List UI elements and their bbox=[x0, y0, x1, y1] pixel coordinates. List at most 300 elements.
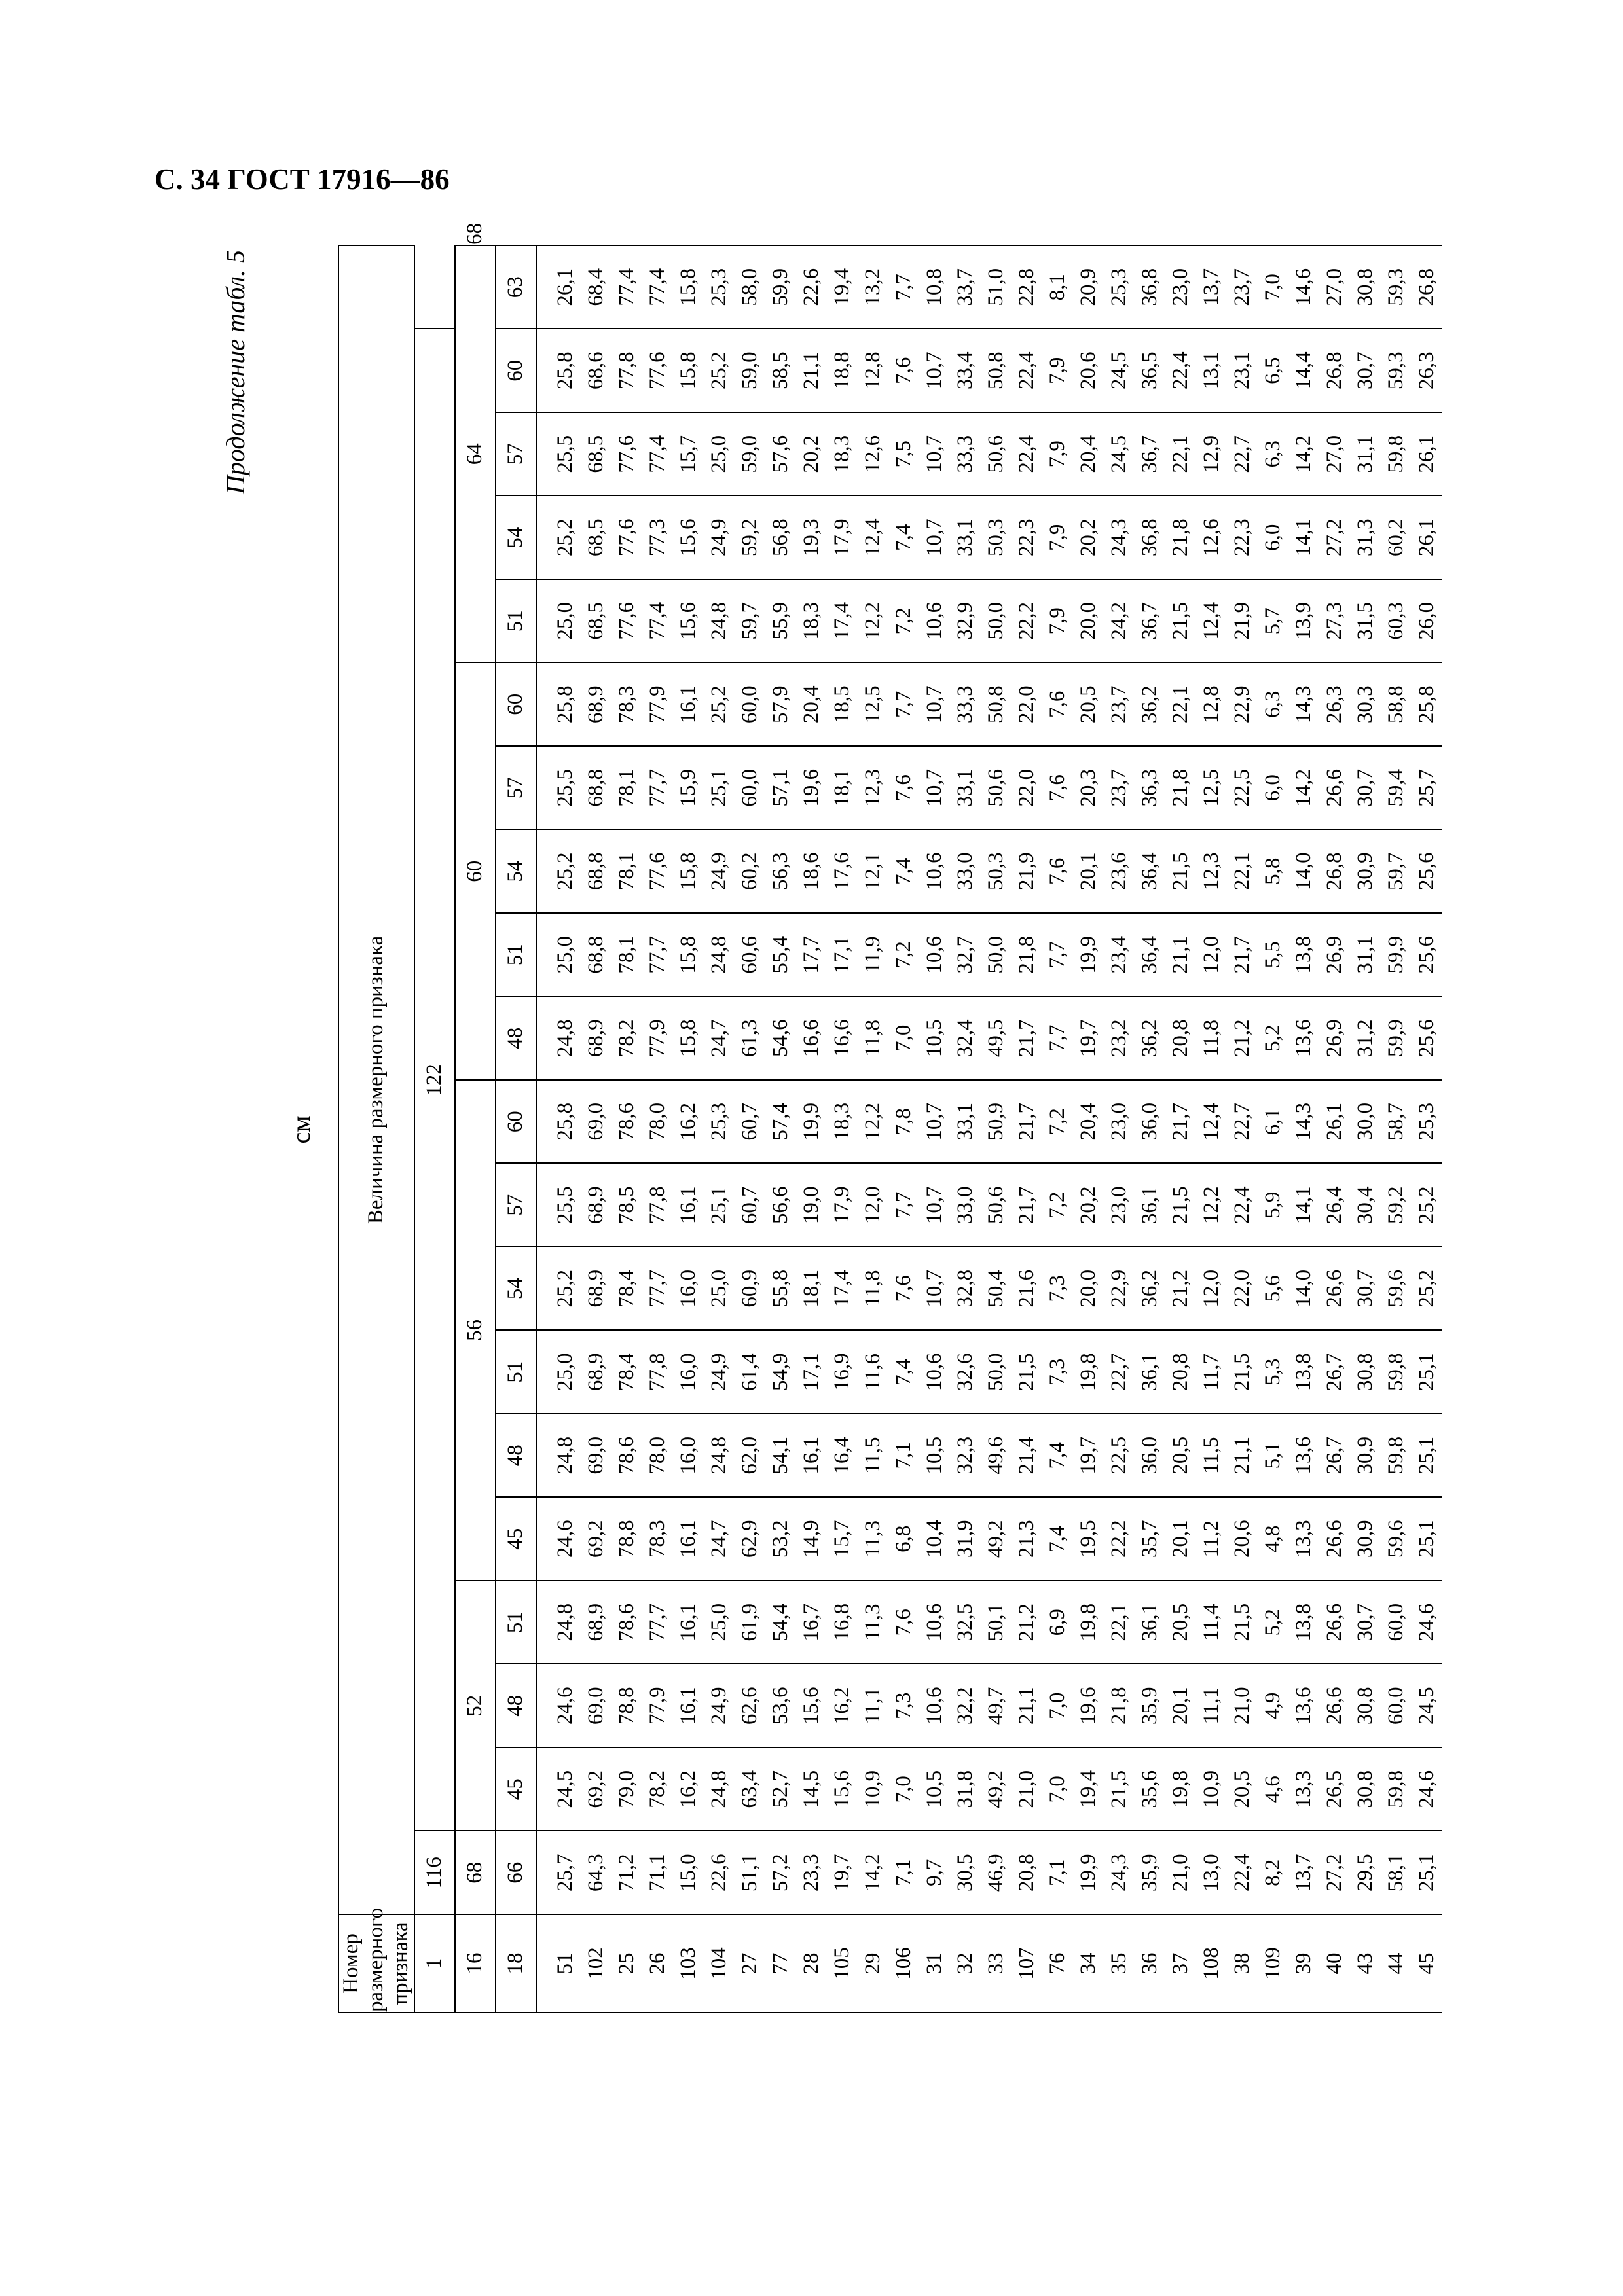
header-row-chest: 16 68 52 56 60 64 68 bbox=[455, 245, 496, 2013]
value-cell: 15,8 bbox=[673, 245, 704, 329]
value-cell: 24,3 bbox=[1104, 1831, 1135, 1915]
value-cell: 32,5 bbox=[950, 1581, 981, 1664]
header-waist-cell: 48 bbox=[496, 1664, 536, 1748]
value-cell: 5,2 bbox=[1258, 997, 1288, 1081]
table-row bbox=[1227, 245, 1258, 2013]
value-cell: 7,0 bbox=[888, 1748, 919, 1831]
value-cell: 77,9 bbox=[642, 997, 673, 1081]
value-cell: 21,7 bbox=[1012, 997, 1042, 1081]
value-cell: 23,4 bbox=[1104, 913, 1135, 997]
value-cell: 13,8 bbox=[1288, 913, 1319, 997]
value-cell: 4,6 bbox=[1258, 1748, 1288, 1831]
value-cell: 24,8 bbox=[536, 1581, 581, 1664]
value-cell: 12,4 bbox=[1196, 579, 1227, 663]
value-cell: 10,7 bbox=[919, 746, 950, 830]
value-cell: 21,5 bbox=[1227, 1581, 1258, 1664]
value-cell: 12,3 bbox=[858, 746, 888, 830]
value-cell: 22,0 bbox=[1012, 746, 1042, 830]
value-cell: 25,2 bbox=[704, 329, 735, 413]
value-cell: 24,7 bbox=[704, 1498, 735, 1581]
value-cell: 36,8 bbox=[1135, 496, 1165, 580]
value-cell: 25,7 bbox=[1412, 746, 1442, 830]
value-cell: 60,9 bbox=[735, 1247, 765, 1331]
value-cell: 33,0 bbox=[950, 830, 981, 914]
value-cell: 36,0 bbox=[1135, 1080, 1165, 1164]
value-cell: 26,4 bbox=[1319, 1164, 1350, 1247]
value-cell: 12,5 bbox=[1196, 746, 1227, 830]
value-cell: 10,7 bbox=[919, 1080, 950, 1164]
value-cell: 20,2 bbox=[1073, 1164, 1104, 1247]
value-cell: 21,5 bbox=[1165, 1164, 1196, 1247]
value-cell: 49,2 bbox=[981, 1498, 1012, 1581]
value-cell: 77,4 bbox=[642, 579, 673, 663]
value-cell: 50,3 bbox=[981, 830, 1012, 914]
value-cell: 7,2 bbox=[1042, 1080, 1073, 1164]
value-cell: 36,5 bbox=[1135, 329, 1165, 413]
value-cell: 7,6 bbox=[888, 1581, 919, 1664]
value-cell: 22,7 bbox=[1227, 412, 1258, 496]
value-cell: 68,8 bbox=[581, 913, 611, 997]
value-cell: 22,4 bbox=[1227, 1164, 1258, 1247]
value-cell: 68,8 bbox=[581, 746, 611, 830]
value-cell: 18,5 bbox=[827, 663, 858, 747]
value-cell: 31,1 bbox=[1350, 412, 1381, 496]
value-cell: 61,3 bbox=[735, 997, 765, 1081]
value-cell: 20,5 bbox=[1227, 1748, 1258, 1831]
value-cell: 78,3 bbox=[611, 663, 642, 747]
value-cell: 7,7 bbox=[1042, 913, 1073, 997]
value-cell: 12,0 bbox=[858, 1164, 888, 1247]
value-cell: 15,8 bbox=[673, 997, 704, 1081]
table-row bbox=[950, 245, 981, 2013]
value-cell: 25,1 bbox=[1412, 1414, 1442, 1498]
table-row bbox=[581, 245, 611, 2013]
value-cell: 51,0 bbox=[981, 245, 1012, 329]
table-row bbox=[1042, 245, 1073, 2013]
value-cell: 25,0 bbox=[704, 1581, 735, 1664]
value-cell: 11,5 bbox=[858, 1414, 888, 1498]
value-cell: 11,1 bbox=[1196, 1664, 1227, 1748]
value-cell: 19,3 bbox=[796, 496, 827, 580]
value-cell: 60,7 bbox=[735, 1080, 765, 1164]
value-cell: 16,8 bbox=[827, 1581, 858, 1664]
value-cell: 13,6 bbox=[1288, 1664, 1319, 1748]
value-cell: 21,8 bbox=[1104, 1664, 1135, 1748]
value-cell: 68,9 bbox=[581, 997, 611, 1081]
value-cell: 25,1 bbox=[1412, 1331, 1442, 1414]
value-cell: 30,8 bbox=[1350, 1331, 1381, 1414]
value-cell: 63,4 bbox=[735, 1748, 765, 1831]
value-cell: 17,7 bbox=[796, 913, 827, 997]
value-cell: 7,2 bbox=[888, 579, 919, 663]
value-cell: 24,5 bbox=[1104, 412, 1135, 496]
value-cell: 11,5 bbox=[1196, 1414, 1227, 1498]
value-cell: 23,3 bbox=[796, 1831, 827, 1915]
value-cell: 50,6 bbox=[981, 746, 1012, 830]
feature-number-cell: 37 bbox=[1165, 1914, 1196, 2013]
header-waist-cell: 51 bbox=[496, 1581, 536, 1664]
value-cell: 77,7 bbox=[642, 1247, 673, 1331]
value-cell: 62,0 bbox=[735, 1414, 765, 1498]
value-cell: 7,3 bbox=[1042, 1331, 1073, 1414]
value-cell: 78,5 bbox=[611, 1164, 642, 1247]
table-row bbox=[1412, 245, 1442, 2013]
value-cell: 21,7 bbox=[1165, 1080, 1196, 1164]
table-row bbox=[611, 245, 642, 2013]
feature-number-cell: 76 bbox=[1042, 1914, 1073, 2013]
value-cell: 23,2 bbox=[1104, 997, 1135, 1081]
value-cell: 22,0 bbox=[1227, 1247, 1258, 1331]
value-cell: 13,7 bbox=[1288, 1831, 1319, 1915]
value-cell: 24,8 bbox=[704, 579, 735, 663]
feature-number-cell: 27 bbox=[735, 1914, 765, 2013]
value-cell: 24,9 bbox=[704, 1664, 735, 1748]
value-cell: 60,0 bbox=[735, 746, 765, 830]
header-title-row bbox=[338, 245, 414, 2013]
value-cell: 12,1 bbox=[858, 830, 888, 914]
value-cell: 7,3 bbox=[888, 1664, 919, 1748]
value-cell: 27,2 bbox=[1319, 1831, 1350, 1915]
value-cell: 30,8 bbox=[1350, 1664, 1381, 1748]
value-cell: 7,9 bbox=[1042, 412, 1073, 496]
value-cell: 36,2 bbox=[1135, 997, 1165, 1081]
table-row bbox=[1319, 245, 1350, 2013]
value-cell: 36,0 bbox=[1135, 1414, 1165, 1498]
feature-number-cell: 39 bbox=[1288, 1914, 1319, 2013]
value-cell: 12,5 bbox=[858, 663, 888, 747]
value-cell: 50,0 bbox=[981, 1331, 1012, 1414]
value-cell: 25,1 bbox=[1412, 1498, 1442, 1581]
table-row bbox=[1196, 245, 1227, 2013]
value-cell: 17,6 bbox=[827, 830, 858, 914]
value-cell: 25,3 bbox=[704, 245, 735, 329]
value-cell: 22,2 bbox=[1104, 1498, 1135, 1581]
value-cell: 16,4 bbox=[827, 1414, 858, 1498]
value-cell: 21,5 bbox=[1165, 579, 1196, 663]
table-body bbox=[536, 245, 1442, 2013]
value-cell: 10,7 bbox=[919, 329, 950, 413]
value-cell: 58,7 bbox=[1381, 1080, 1412, 1164]
value-cell: 10,7 bbox=[919, 1164, 950, 1247]
value-cell: 55,8 bbox=[765, 1247, 796, 1331]
value-cell: 16,2 bbox=[673, 1748, 704, 1831]
value-cell: 49,2 bbox=[981, 1748, 1012, 1831]
value-cell: 13,8 bbox=[1288, 1581, 1319, 1664]
feature-number-cell: 102 bbox=[581, 1914, 611, 2013]
value-cell: 10,7 bbox=[919, 496, 950, 580]
header-row-height bbox=[414, 245, 455, 2013]
value-cell: 25,8 bbox=[536, 1080, 581, 1164]
value-cell: 11,3 bbox=[858, 1498, 888, 1581]
value-cell: 25,0 bbox=[704, 1247, 735, 1331]
value-cell: 69,0 bbox=[581, 1080, 611, 1164]
value-cell: 78,6 bbox=[611, 1080, 642, 1164]
value-cell: 18,3 bbox=[827, 1080, 858, 1164]
value-cell: 32,6 bbox=[950, 1331, 981, 1414]
value-cell: 68,5 bbox=[581, 496, 611, 580]
value-cell: 15,6 bbox=[796, 1664, 827, 1748]
value-cell: 7,1 bbox=[888, 1831, 919, 1915]
value-cell: 24,9 bbox=[704, 830, 735, 914]
value-cell: 78,8 bbox=[611, 1664, 642, 1748]
table-row bbox=[765, 245, 796, 2013]
value-cell: 22,4 bbox=[1227, 1831, 1258, 1915]
value-cell: 78,3 bbox=[642, 1498, 673, 1581]
value-cell: 62,6 bbox=[735, 1664, 765, 1748]
value-cell: 68,9 bbox=[581, 1581, 611, 1664]
value-cell: 11,6 bbox=[858, 1331, 888, 1414]
value-cell: 22,3 bbox=[1012, 496, 1042, 580]
value-cell: 77,4 bbox=[611, 245, 642, 329]
value-cell: 12,0 bbox=[1196, 913, 1227, 997]
value-cell: 22,7 bbox=[1104, 1331, 1135, 1414]
value-cell: 21,7 bbox=[1012, 1080, 1042, 1164]
value-cell: 26,9 bbox=[1319, 997, 1350, 1081]
value-cell: 26,0 bbox=[1412, 579, 1442, 663]
value-cell: 20,4 bbox=[1073, 412, 1104, 496]
header-waist-cell: 57 bbox=[496, 412, 536, 496]
value-cell: 20,8 bbox=[1165, 997, 1196, 1081]
value-cell: 53,6 bbox=[765, 1664, 796, 1748]
value-cell: 60,0 bbox=[735, 663, 765, 747]
header-row-height-group-cell: 122 bbox=[414, 329, 455, 1831]
value-cell: 27,3 bbox=[1319, 579, 1350, 663]
value-cell: 18,3 bbox=[827, 412, 858, 496]
value-cell: 54,1 bbox=[765, 1414, 796, 1498]
value-cell: 19,9 bbox=[796, 1080, 827, 1164]
value-cell: 7,0 bbox=[888, 997, 919, 1081]
value-cell: 7,2 bbox=[888, 913, 919, 997]
table-row bbox=[642, 245, 673, 2013]
value-cell: 31,8 bbox=[950, 1748, 981, 1831]
value-cell: 12,0 bbox=[1196, 1247, 1227, 1331]
value-cell: 60,0 bbox=[1381, 1581, 1412, 1664]
value-cell: 23,7 bbox=[1227, 245, 1258, 329]
value-cell: 8,1 bbox=[1042, 245, 1073, 329]
value-cell: 24,8 bbox=[536, 997, 581, 1081]
value-cell: 78,1 bbox=[611, 913, 642, 997]
value-cell: 12,9 bbox=[1196, 412, 1227, 496]
value-cell: 18,6 bbox=[796, 830, 827, 914]
value-cell: 22,4 bbox=[1012, 412, 1042, 496]
value-cell: 68,8 bbox=[581, 830, 611, 914]
value-cell: 18,3 bbox=[796, 579, 827, 663]
value-cell: 58,5 bbox=[765, 329, 796, 413]
value-cell: 22,1 bbox=[1165, 663, 1196, 747]
feature-number-cell: 26 bbox=[642, 1914, 673, 2013]
value-cell: 14,3 bbox=[1288, 1080, 1319, 1164]
value-cell: 50,6 bbox=[981, 412, 1012, 496]
value-cell: 31,1 bbox=[1350, 913, 1381, 997]
value-cell: 25,2 bbox=[1412, 1164, 1442, 1247]
value-cell: 21,8 bbox=[1165, 746, 1196, 830]
value-cell: 77,9 bbox=[642, 1664, 673, 1748]
value-cell: 5,2 bbox=[1258, 1581, 1288, 1664]
value-cell: 7,0 bbox=[1042, 1664, 1073, 1748]
value-cell: 78,1 bbox=[611, 830, 642, 914]
value-cell: 20,8 bbox=[1012, 1831, 1042, 1915]
table-row bbox=[796, 245, 827, 2013]
value-cell: 10,9 bbox=[858, 1748, 888, 1831]
value-cell: 9,7 bbox=[919, 1831, 950, 1915]
value-cell: 12,3 bbox=[1196, 830, 1227, 914]
value-cell: 36,1 bbox=[1135, 1164, 1165, 1247]
value-cell: 36,7 bbox=[1135, 579, 1165, 663]
value-cell: 33,1 bbox=[950, 496, 981, 580]
feature-number-cell: 38 bbox=[1227, 1914, 1258, 2013]
value-cell: 77,9 bbox=[642, 663, 673, 747]
feature-number-cell: 105 bbox=[827, 1914, 858, 2013]
feature-number-cell: 25 bbox=[611, 1914, 642, 2013]
value-cell: 77,6 bbox=[642, 830, 673, 914]
value-cell: 77,8 bbox=[611, 329, 642, 413]
feature-number-cell: 45 bbox=[1412, 1914, 1442, 2013]
value-cell: 77,7 bbox=[642, 746, 673, 830]
value-cell: 77,8 bbox=[642, 1164, 673, 1247]
value-cell: 27,0 bbox=[1319, 412, 1350, 496]
value-cell: 19,0 bbox=[796, 1164, 827, 1247]
value-cell: 25,5 bbox=[536, 412, 581, 496]
feature-number-cell: 104 bbox=[704, 1914, 735, 2013]
value-cell: 4,8 bbox=[1258, 1498, 1288, 1581]
value-cell: 23,0 bbox=[1104, 1164, 1135, 1247]
value-cell: 50,9 bbox=[981, 1080, 1012, 1164]
value-cell: 16,7 bbox=[796, 1581, 827, 1664]
feature-number-cell: 31 bbox=[919, 1914, 950, 2013]
value-cell: 27,0 bbox=[1319, 245, 1350, 329]
value-cell: 11,4 bbox=[1196, 1581, 1227, 1664]
value-cell: 13,3 bbox=[1288, 1748, 1319, 1831]
value-cell: 26,6 bbox=[1319, 1247, 1350, 1331]
value-cell: 30,7 bbox=[1350, 746, 1381, 830]
header-waist-cell: 51 bbox=[496, 579, 536, 663]
value-cell: 20,5 bbox=[1165, 1581, 1196, 1664]
value-cell: 36,7 bbox=[1135, 412, 1165, 496]
value-cell: 25,1 bbox=[704, 1164, 735, 1247]
table-row bbox=[1350, 245, 1381, 2013]
header-waist-cell: 57 bbox=[496, 746, 536, 830]
value-cell: 16,1 bbox=[673, 1164, 704, 1247]
table-header bbox=[338, 223, 536, 2013]
value-cell: 7,6 bbox=[888, 746, 919, 830]
value-cell: 19,5 bbox=[1073, 1498, 1104, 1581]
value-cell: 7,9 bbox=[1042, 329, 1073, 413]
value-cell: 29,5 bbox=[1350, 1831, 1381, 1915]
value-cell: 36,1 bbox=[1135, 1331, 1165, 1414]
value-cell: 12,2 bbox=[858, 579, 888, 663]
value-cell: 16,2 bbox=[827, 1664, 858, 1748]
table-caption: Продолжение табл. 5 bbox=[221, 250, 250, 495]
value-cell: 54,6 bbox=[765, 997, 796, 1081]
value-cell: 17,4 bbox=[827, 579, 858, 663]
value-cell: 14,1 bbox=[1288, 1164, 1319, 1247]
value-cell: 6,0 bbox=[1258, 496, 1288, 580]
value-cell: 46,9 bbox=[981, 1831, 1012, 1915]
value-cell: 77,6 bbox=[611, 496, 642, 580]
value-cell: 57,2 bbox=[765, 1831, 796, 1915]
value-cell: 30,3 bbox=[1350, 663, 1381, 747]
table-row bbox=[1012, 245, 1042, 2013]
value-cell: 25,1 bbox=[704, 746, 735, 830]
value-cell: 14,1 bbox=[1288, 496, 1319, 580]
value-cell: 61,4 bbox=[735, 1331, 765, 1414]
value-cell: 62,9 bbox=[735, 1498, 765, 1581]
value-cell: 22,3 bbox=[1227, 496, 1258, 580]
value-cell: 30,8 bbox=[1350, 1748, 1381, 1831]
value-cell: 20,2 bbox=[1073, 496, 1104, 580]
value-cell: 26,7 bbox=[1319, 1414, 1350, 1498]
value-cell: 20,1 bbox=[1165, 1498, 1196, 1581]
value-cell: 56,3 bbox=[765, 830, 796, 914]
value-cell: 14,3 bbox=[1288, 663, 1319, 747]
value-cell: 49,6 bbox=[981, 1414, 1012, 1498]
value-cell: 25,5 bbox=[536, 1164, 581, 1247]
value-cell: 21,5 bbox=[1012, 1331, 1042, 1414]
value-cell: 10,6 bbox=[919, 1664, 950, 1748]
header-waist-cell: 45 bbox=[496, 1498, 536, 1581]
value-cell: 13,1 bbox=[1196, 329, 1227, 413]
value-cell: 12,2 bbox=[1196, 1164, 1227, 1247]
feature-number-cell: 32 bbox=[950, 1914, 981, 2013]
value-cell: 60,3 bbox=[1381, 579, 1412, 663]
value-cell: 57,9 bbox=[765, 663, 796, 747]
value-cell: 7,4 bbox=[1042, 1414, 1073, 1498]
value-cell: 20,9 bbox=[1073, 245, 1104, 329]
value-cell: 21,7 bbox=[1227, 913, 1258, 997]
value-cell: 26,3 bbox=[1412, 329, 1442, 413]
value-cell: 36,1 bbox=[1135, 1581, 1165, 1664]
value-cell: 36,2 bbox=[1135, 1247, 1165, 1331]
value-cell: 59,9 bbox=[1381, 913, 1412, 997]
value-cell: 22,2 bbox=[1012, 579, 1042, 663]
value-cell: 59,7 bbox=[735, 579, 765, 663]
value-cell: 59,6 bbox=[1381, 1247, 1412, 1331]
value-cell: 25,8 bbox=[1412, 663, 1442, 747]
value-cell: 24,9 bbox=[704, 496, 735, 580]
value-cell: 21,2 bbox=[1227, 997, 1258, 1081]
value-cell: 12,4 bbox=[1196, 1080, 1227, 1164]
value-cell: 32,8 bbox=[950, 1247, 981, 1331]
value-cell: 5,9 bbox=[1258, 1164, 1288, 1247]
value-cell: 59,8 bbox=[1381, 1414, 1412, 1498]
value-cell: 58,1 bbox=[1381, 1831, 1412, 1915]
feature-number-cell: 107 bbox=[1012, 1914, 1042, 2013]
value-cell: 14,5 bbox=[796, 1748, 827, 1831]
value-cell: 24,6 bbox=[536, 1498, 581, 1581]
feature-number-cell: 106 bbox=[888, 1914, 919, 2013]
value-cell: 14,2 bbox=[1288, 412, 1319, 496]
value-cell: 7,6 bbox=[1042, 830, 1073, 914]
value-cell: 59,9 bbox=[765, 245, 796, 329]
value-cell: 14,0 bbox=[1288, 1247, 1319, 1331]
value-cell: 10,6 bbox=[919, 830, 950, 914]
value-cell: 59,8 bbox=[1381, 1331, 1412, 1414]
value-cell: 21,1 bbox=[796, 329, 827, 413]
value-cell: 15,8 bbox=[673, 329, 704, 413]
value-cell: 21,9 bbox=[1227, 579, 1258, 663]
feature-number-cell: 40 bbox=[1319, 1914, 1350, 2013]
value-cell: 50,8 bbox=[981, 663, 1012, 747]
value-cell: 6,8 bbox=[888, 1498, 919, 1581]
value-cell: 7,6 bbox=[1042, 746, 1073, 830]
value-cell: 23,0 bbox=[1165, 245, 1196, 329]
value-cell: 59,6 bbox=[1381, 1498, 1412, 1581]
value-cell: 10,5 bbox=[919, 1748, 950, 1831]
value-cell: 57,1 bbox=[765, 746, 796, 830]
value-cell: 20,5 bbox=[1073, 663, 1104, 747]
value-cell: 15,6 bbox=[673, 579, 704, 663]
value-cell: 6,3 bbox=[1258, 412, 1288, 496]
